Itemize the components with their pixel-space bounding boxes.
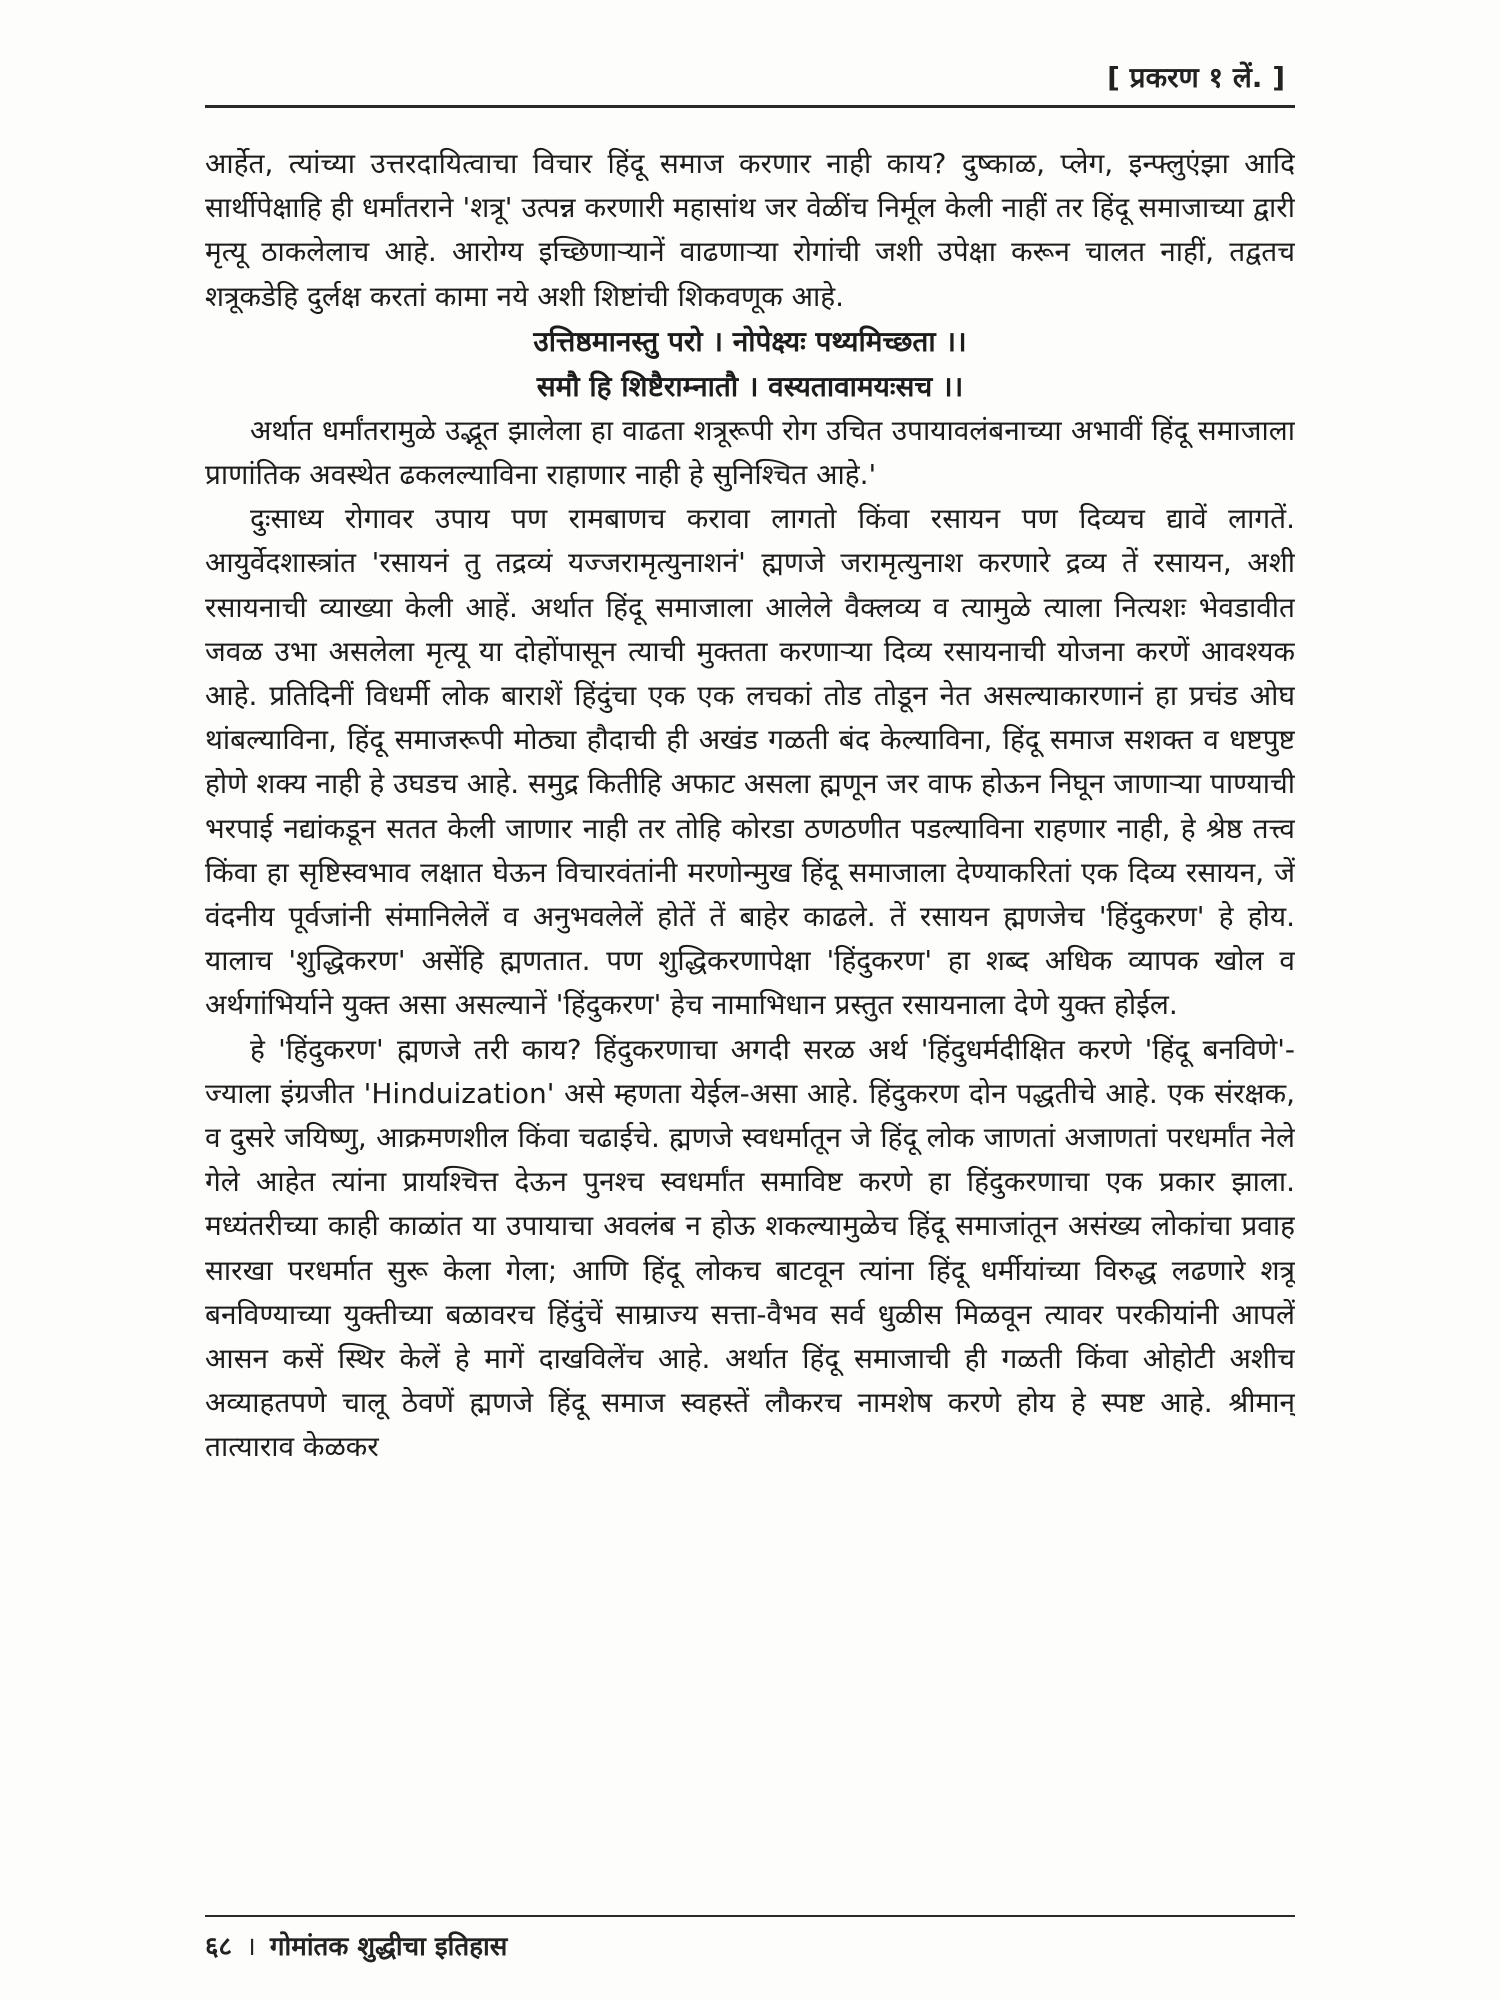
verse-line-1: उत्तिष्ठमानस्तु परो । नोपेक्ष्यः पथ्यमिच्छता ।। — [533, 324, 967, 358]
paragraph-1: आर्हेत, त्यांच्या उत्तरदायित्वाचा विचार हिंदू समाज करणार नाही काय? दुष्काळ, प्लेग, इन्फ्लुएंझा आदि सार्थीपेक्षाहि ही धर्मांतराने 'शत्रू' उत्पन्न करणारी महासांथ जर वेळींच निर्मूल केली नाहीं तर हिंदू समाजाच्या द्वारी मृत्यू ठाकलेलाच आहे. आरोग्य इच्छिणाऱ्यानें वाढणाऱ्या रोगांची जशी उपेक्षा करून चालत नाहीं, तद्वतच शत्रूकडेहि दुर्लक्ष करतां कामा नये अशी शिष्टांची शिकवणूक आहे. — [205, 147, 1295, 313]
page-footer — [205, 1927, 1295, 1977]
paragraph-2: अर्थात धर्मांतरामुळे उद्भूत झालेला हा वाढता शत्रूरूपी रोग उचित उपायावलंबनाच्या अभावीं हिंदू समाजाला प्राणांतिक अवस्थेत ढकलल्याविना राहाणार नाही हे सुनिश्चित आहे.' — [205, 413, 1295, 492]
book-title: गोमांतक शुद्धीचा इतिहास — [269, 1932, 508, 1962]
paragraph-3: दुःसाध्य रोगावर उपाय पण रामबाणच करावा लागतो किंवा रसायन पण दिव्यच द्यावें लागतें. आयुर्वेदशास्त्रांत 'रसायनं तु तद्रव्यं यज्जरामृत्युनाशनं' ह्मणजे जरामृत्युनाश करणारे द्रव्य तें रसायन, अशी रसायनाची व्याख्या केली आहें. अर्थात हिंदू समाजाला आलेले वैक्लव्य व त्यामुळे त्याला नित्यशः भेवडावीत जवळ उभा असलेला मृत्यू या दोहोंपासून त्याची मुक्तता करणाऱ्या दिव्य रसायनाची योजना करणें आवश्यक आहे. प्रतिदिनीं विधर्मी लोक बाराशें हिंदुंचा एक एक लचकां तोड तोडून नेत असल्याकारणानं हा प्रचंड ओघ थांबल्याविना, हिंदू समाजरूपी मोठ्या हौदाची ही अखंड गळती बंद केल्याविना, हिंदू समाज सशक्त व धष्टपुष्ट होणे शक्य नाही हे उघडच आहे. समुद्र कितीहि अफाट असला ह्मणून जर वाफ होऊन निघून जाणाऱ्या पाण्याची भरपाई नद्यांकडून सतत केली जाणार नाही तर तोहि कोरडा ठणठणीत पडल्याविना राहणार नाही, हे श्रेष्ठ तत्त्व किंवा हा सृष्टिस्वभाव लक्षात घेऊन विचारवंतांनी मरणोन्मुख हिंदू समाजाला देण्याकरितां एक दिव्य रसायन, जें वंदनीय पूर्वजांनी संमानिलेलें व अनुभवलेलें होतें तें बाहेर काढले. तें रसायन ह्मणजेच 'हिंदुकरण' हे होय. यालाच 'शुद्धिकरण' असेंहि ह्मणतात. पण शुद्धिकरणापेक्षा 'हिंदुकरण' हा शब्द अधिक व्यापक खोल व अर्थगांभिर्याने युक्त असा असल्यानें 'हिंदुकरण' हेच नामाभिधान प्रस्तुत रसायनाला देणे युक्त होईल. — [205, 502, 1295, 1022]
footer-separator: । — [246, 1932, 256, 1962]
page-body — [205, 142, 1295, 1902]
chapter-label: [ प्रकरण १ लें. ] — [1107, 61, 1285, 94]
page-number: ६८ — [205, 1932, 233, 1962]
page-header — [205, 58, 1295, 108]
header-rule — [205, 105, 1295, 108]
footer-rule — [205, 1915, 1295, 1917]
paragraph-4: हे 'हिंदुकरण' ह्मणजे तरी काय? हिंदुकरणाचा अगदी सरळ अर्थ 'हिंदुधर्मदीक्षित करणे 'हिंदू बनविणे'- ज्याला इंग्रजीत 'Hinduization' असे म्हणता येईल-असा आहे. हिंदुकरण दोन पद्धतीचे आहे. एक संरक्षक, व दुसरे जयिष्णु, आक्रमणशील किंवा चढाईचे. ह्मणजे स्वधर्मातून जे हिंदू लोक जाणतां अजाणतां परधर्मांत नेले गेले आहेत त्यांना प्रायश्चित्त देऊन पुनश्च स्वधर्मांत समाविष्ट करणे हा हिंदुकरणाचा एक प्रकार झाला. मध्यंतरीच्या काही काळांत या उपायाचा अवलंब न होऊ शकल्यामुळेच हिंदू समाजांतून असंख्य लोकांचा प्रवाह सारखा परधर्मात सुरू केला गेला; आणि हिंदू लोकच बाटवून त्यांना हिंदू धर्मीयांच्या विरुद्ध लढणारे शत्रू बनविण्याच्या युक्तीच्या बळावरच हिंदुंचें साम्राज्य सत्ता-वैभव सर्व धुळीस मिळवून त्यावर परकीयांनी आपलें आसन कसें स्थिर केलें हे मागें दाखविलेंच आहे. अर्थात हिंदू समाजाची ही गळती किंवा ओहोटी अशीच अव्याहतपणे चालू ठेवणें ह्मणजे हिंदू समाज स्वहस्तें लौकरच नामशेष करणे होय हे स्पष्ट आहे. श्रीमान् तात्याराव केळकर — [205, 1032, 1295, 1464]
verse-line-2: समौ हि शिष्टैराम्नातौ । वस्यतावामयःसच ।। — [536, 369, 964, 403]
